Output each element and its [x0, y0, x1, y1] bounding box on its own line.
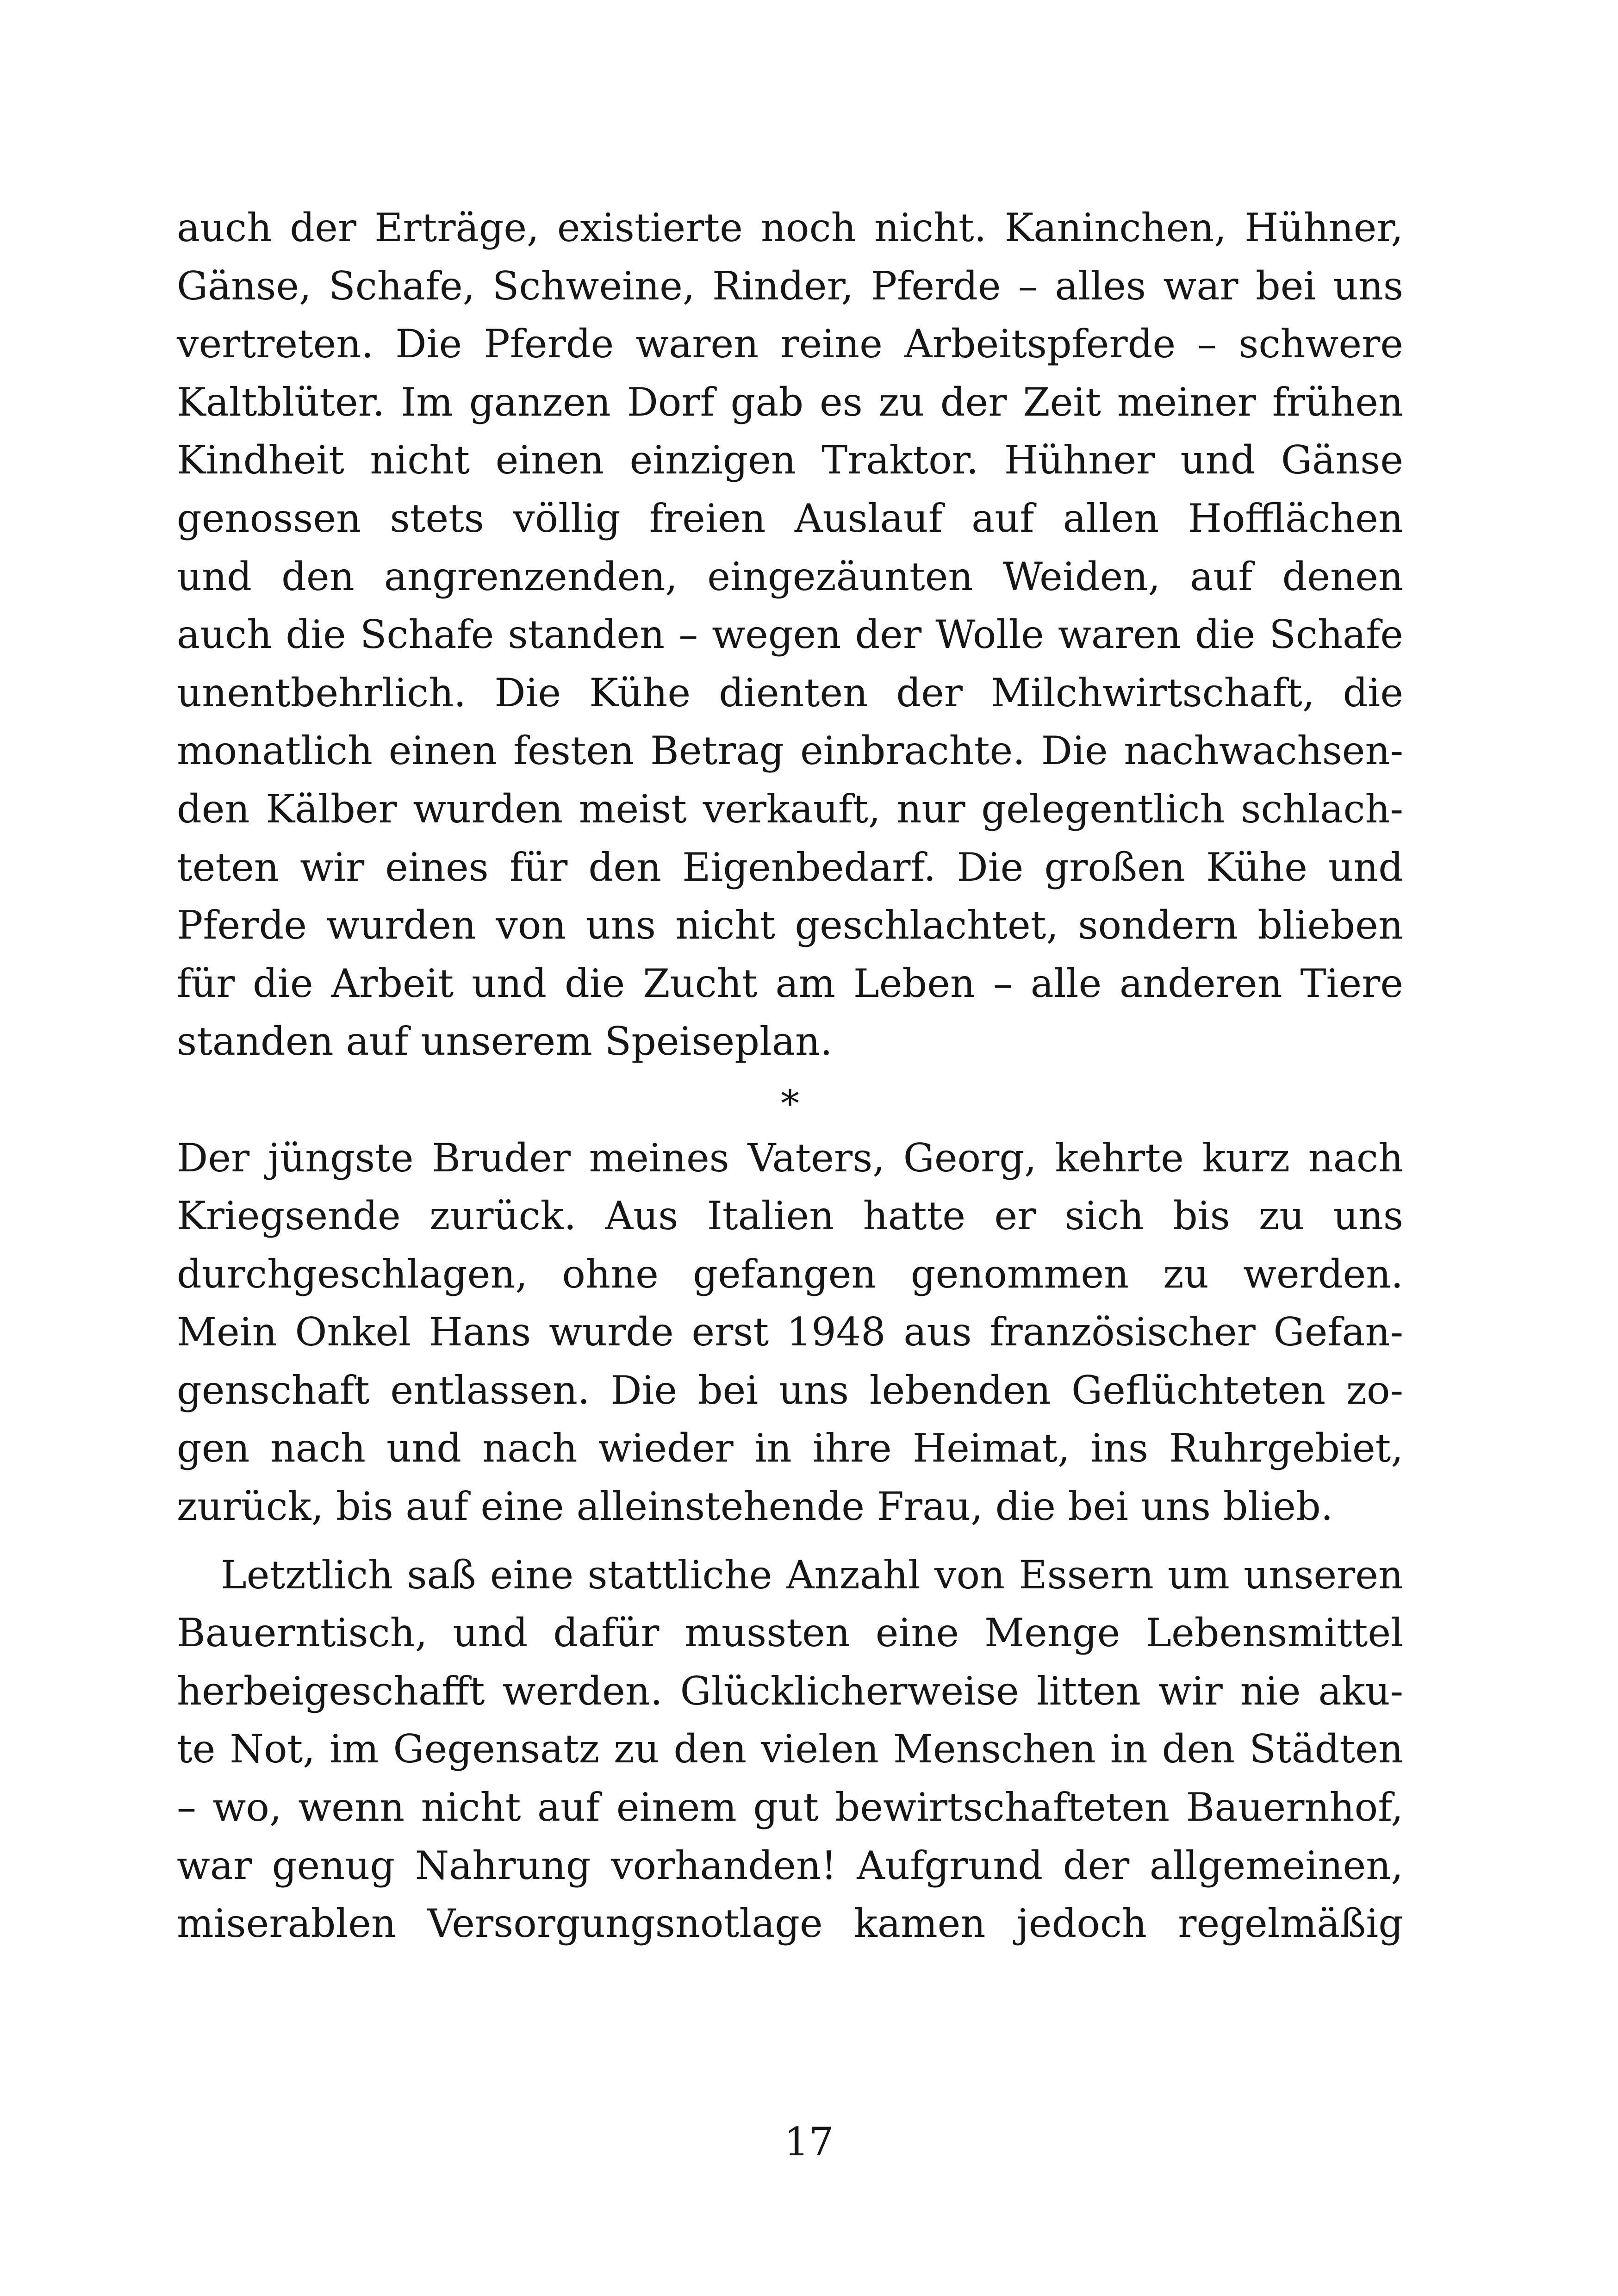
text-line: Mein Onkel Hans wurde erst 1948 aus französischer Gefan-: [177, 1309, 1403, 1355]
body-text: [177, 199, 1403, 1953]
text-line: zurück, bis auf eine alleinstehende Frau, die bei uns blieb.: [177, 1484, 1333, 1530]
text-line: vertreten. Die Pferde waren reine Arbeitspferde – schwere: [177, 321, 1403, 367]
text-line: genschaft entlassen. Die bei uns lebenden Geflüchteten zo-: [177, 1367, 1403, 1413]
text-line: Der jüngste Bruder meines Vaters, Georg, kehrte kurz nach: [177, 1135, 1403, 1181]
text-line: Pferde wurden von uns nicht geschlachtet, sondern blieben: [177, 902, 1403, 948]
paragraph-return: [177, 1129, 1403, 1536]
paragraph-food-supply: [177, 1546, 1403, 1953]
text-line: herbeigeschafft werden. Glücklicherweise litten wir nie aku-: [177, 1668, 1403, 1714]
text-line: genossen stets völlig freien Auslauf auf allen Hofflächen: [177, 495, 1403, 541]
text-line: teten wir eines für den Eigenbedarf. Die großen Kühe und: [177, 844, 1403, 890]
text-line: gen nach und nach wieder in ihre Heimat, ins Ruhrgebiet,: [177, 1425, 1403, 1471]
text-line: miserablen Versorgungsnotlage kamen jedoch regelmäßig: [177, 1901, 1403, 1947]
paragraph-livestock: [177, 199, 1403, 1071]
text-line: – wo, wenn nicht auf einem gut bewirtschafteten Bauernhof,: [177, 1785, 1403, 1830]
text-line: auch der Erträge, existierte noch nicht. Kaninchen, Hühner,: [177, 205, 1403, 250]
text-line: Bauerntisch, und dafür mussten eine Menge Lebensmittel: [177, 1610, 1403, 1656]
text-line: standen auf unserem Speiseplan.: [177, 1019, 833, 1064]
text-line: den Kälber wurden meist verkauft, nur gelegentlich schlach-: [177, 786, 1403, 832]
paragraph-gap: [177, 1536, 1403, 1546]
text-line: auch die Schafe standen – wegen der Wolle waren die Schafe: [177, 612, 1403, 658]
text-line: für die Arbeit und die Zucht am Leben – alle anderen Tiere: [177, 960, 1403, 1006]
text-line: Kindheit nicht einen einzigen Traktor. Hühner und Gänse: [177, 437, 1403, 483]
text-line: durchgeschlagen, ohne gefangen genommen zu werden.: [177, 1251, 1403, 1297]
text-line: und den angrenzenden, eingezäunten Weiden, auf denen: [177, 554, 1403, 599]
text-line: Kriegsende zurück. Aus Italien hatte er sich bis zu uns: [177, 1193, 1403, 1239]
page-number: 17: [784, 2119, 834, 2165]
text-line: unentbehrlich. Die Kühe dienten der Milchwirtschaft, die: [177, 670, 1403, 716]
text-line: Gänse, Schafe, Schweine, Rinder, Pferde – alles war bei uns: [177, 263, 1403, 309]
text-line: te Not, im Gegensatz zu den vielen Menschen in den Städten: [177, 1726, 1403, 1772]
text-line: Letztlich saß eine stattliche Anzahl von Essern um unseren: [221, 1552, 1403, 1598]
section-separator: *: [781, 1082, 799, 1125]
text-line: monatlich einen festen Betrag einbrachte. Die nachwachsen-: [177, 728, 1403, 774]
text-line: war genug Nahrung vorhanden! Aufgrund der allgemeinen,: [177, 1842, 1403, 1888]
text-line: Kaltblüter. Im ganzen Dorf gab es zu der Zeit meiner frühen: [177, 379, 1403, 425]
